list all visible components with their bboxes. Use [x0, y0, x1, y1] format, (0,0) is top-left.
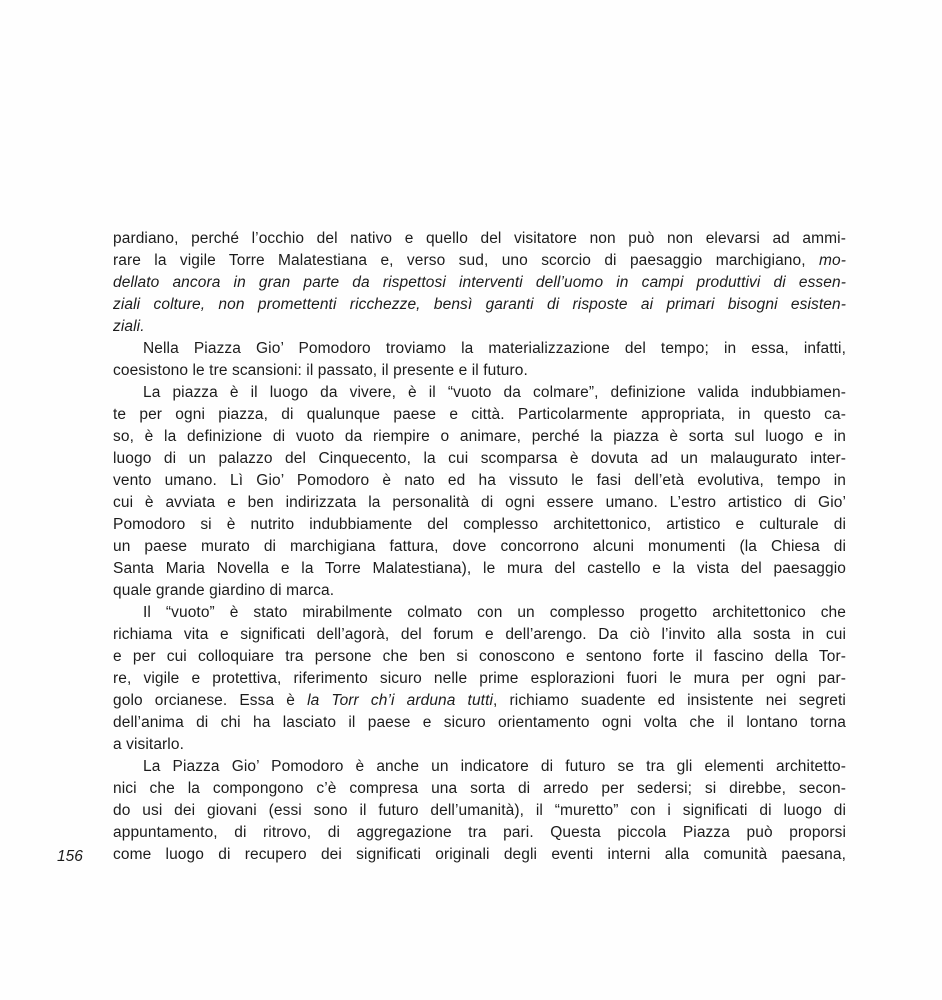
- paragraph: [113, 338, 846, 382]
- text-line: [113, 800, 846, 822]
- text-line: [113, 294, 846, 316]
- text-segment: e per cui colloquiare tra persone che ben si conoscono e sentono forte il fascino della Tor-: [113, 648, 846, 665]
- text-segment: appuntamento, di ritrovo, di aggregazione tra pari. Questa piccola Piazza può proporsi: [113, 824, 846, 841]
- paragraph: [113, 228, 846, 338]
- text-line: [113, 272, 846, 294]
- text-line: [113, 822, 846, 844]
- text-line: [113, 602, 846, 624]
- text-segment: pardiano, perché l’occhio del nativo e quello del visitatore non può non elevarsi ad ammi-: [113, 230, 846, 247]
- text-line: [113, 536, 846, 558]
- text-segment: nici che la compongono c’è compresa una sorta di arredo per sedersi; si direbbe, secon-: [113, 780, 846, 797]
- text-line: [113, 470, 846, 492]
- text-segment: luogo di un palazzo del Cinquecento, la cui scomparsa è dovuta ad un malaugurato inter-: [113, 450, 846, 467]
- text-segment: a visitarlo.: [113, 736, 184, 753]
- text-segment: richiama vita e significati dell’agorà, del forum e dell’arengo. Da ciò l’invito alla sosta in cui: [113, 626, 846, 643]
- text-segment: dell’anima di chi ha lasciato il paese e sicuro orientamento ogni volta che il lontano torna: [113, 714, 846, 731]
- text-line: [113, 404, 846, 426]
- text-segment: quale grande giardino di marca.: [113, 582, 335, 599]
- italic-text-segment: dellato ancora in gran parte da rispettosi interventi dell’uomo in campi produttivi di essen-: [113, 274, 846, 291]
- text-line: [113, 338, 846, 360]
- text-segment: Nella Piazza Gio’ Pomodoro troviamo la materializzazione del tempo; in essa, infatti,: [143, 340, 846, 357]
- text-line: [113, 492, 846, 514]
- text-line: [113, 228, 846, 250]
- text-segment: La Piazza Gio’ Pomodoro è anche un indicatore di futuro se tra gli elementi architetto-: [143, 758, 846, 775]
- text-line: [113, 580, 846, 602]
- text-line: [113, 844, 846, 866]
- text-segment: , richiamo suadente ed insistente nei segreti: [493, 692, 846, 709]
- italic-text-segment: la Torr ch’i arduna tutti: [307, 692, 494, 709]
- text-segment: come luogo di recupero dei significati originali degli eventi interni alla comunità paesana,: [113, 846, 846, 863]
- text-segment: Santa Maria Novella e la Torre Malatestiana), le mura del castello e la vista del paesaggio: [113, 560, 846, 577]
- page-number: 156: [57, 848, 83, 865]
- text-segment: golo orcianese. Essa è: [113, 692, 308, 709]
- text-segment: cui è avviata e ben indirizzata la personalità di ogni essere umano. L’estro artistico di Gio’: [113, 494, 846, 511]
- text-line: [113, 734, 846, 756]
- text-line: [113, 778, 846, 800]
- text-segment: vento umano. Lì Gio’ Pomodoro è nato ed ha vissuto le fasi dell’età evolutiva, tempo in: [113, 472, 846, 489]
- text-line: [113, 382, 846, 404]
- text-line: [113, 756, 846, 778]
- text-line: [113, 426, 846, 448]
- text-segment: Il “vuoto” è stato mirabilmente colmato con un complesso progetto architettonico che: [143, 604, 846, 621]
- text-segment: un paese murato di marchigiana fattura, dove concorrono alcuni monumenti (la Chiesa di: [113, 538, 846, 555]
- text-segment: te per ogni piazza, di qualunque paese e città. Particolarmente appropriata, in questo ca-: [113, 406, 846, 423]
- text-segment: rare la vigile Torre Malatestiana e, verso sud, uno scorcio di paesaggio marchigiano,: [113, 252, 819, 269]
- italic-text-segment: mo-: [819, 252, 846, 269]
- text-line: [113, 690, 846, 712]
- body-text: [113, 228, 846, 866]
- text-line: [113, 448, 846, 470]
- text-segment: do usi dei giovani (essi sono il futuro dell’umanità), il “muretto” con i significati di luogo di: [113, 802, 846, 819]
- text-segment: so, è la definizione di vuoto da riempire o animare, perché la piazza è sorta sul luogo e in: [113, 428, 846, 445]
- paragraph: [113, 602, 846, 756]
- text-segment: Pomodoro si è nutrito indubbiamente del complesso architettonico, artistico e culturale di: [113, 516, 846, 533]
- text-segment: La piazza è il luogo da vivere, è il “vuoto da colmare”, definizione valida indubbiamen-: [143, 384, 846, 401]
- text-line: [113, 316, 846, 338]
- italic-text-segment: ziali colture, non promettenti ricchezze, bensì garanti di risposte ai primari bisogni esisten-: [113, 296, 846, 313]
- text-line: [113, 624, 846, 646]
- italic-text-segment: ziali.: [113, 318, 145, 335]
- text-line: [113, 360, 846, 382]
- text-segment: coesistono le tre scansioni: il passato, il presente e il futuro.: [113, 362, 528, 379]
- text-line: [113, 668, 846, 690]
- text-segment: re, vigile e protettiva, riferimento sicuro nelle prime esplorazioni fuori le mura per ogni par-: [113, 670, 846, 687]
- text-line: [113, 646, 846, 668]
- text-line: [113, 712, 846, 734]
- paragraph: [113, 756, 846, 866]
- text-line: [113, 514, 846, 536]
- paragraph: [113, 382, 846, 602]
- text-line: [113, 250, 846, 272]
- text-line: [113, 558, 846, 580]
